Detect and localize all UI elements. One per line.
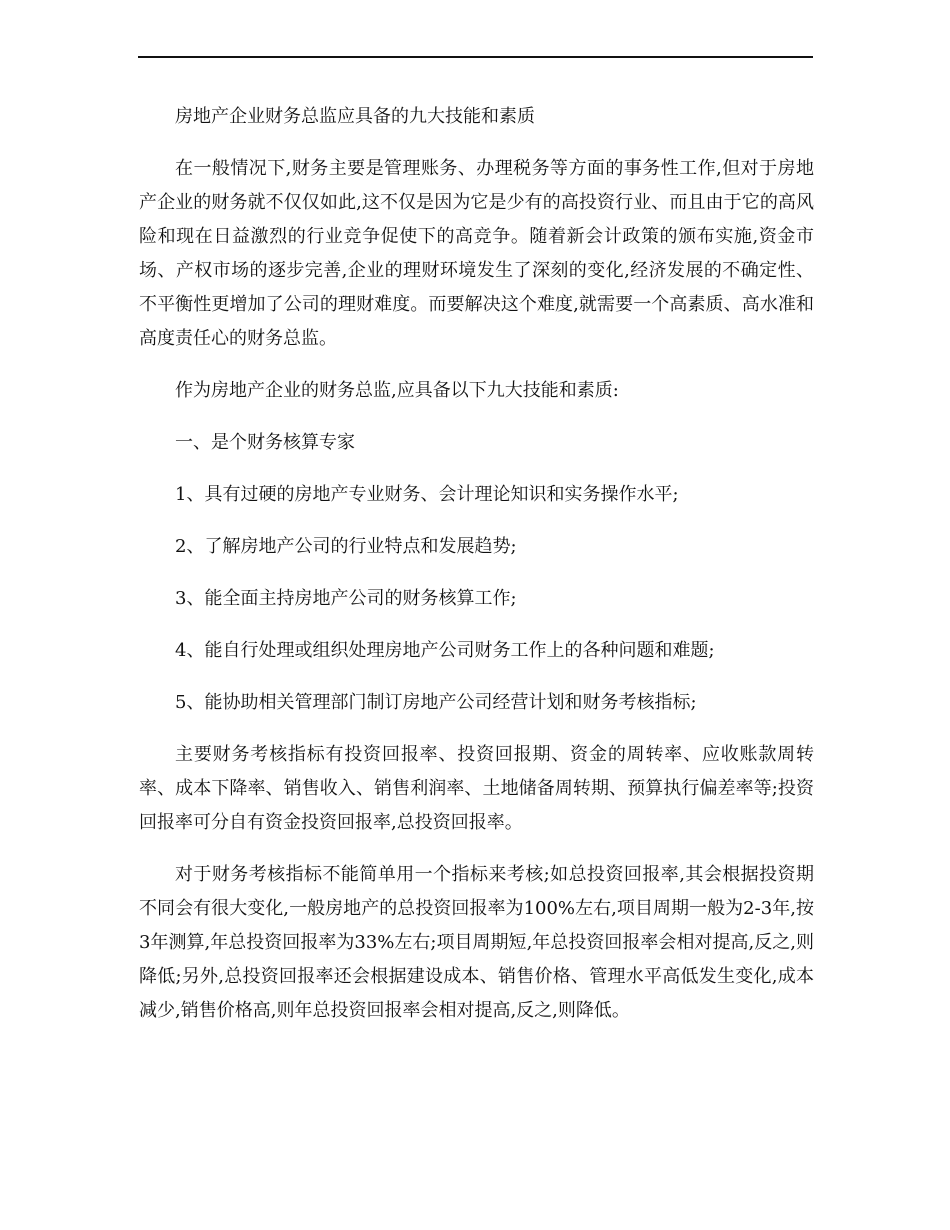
list-item-1: 1、具有过硬的房地产专业财务、会计理论知识和实务操作水平; [175,484,679,505]
list-item-4: 4、能自行处理或组织处理房地产公司财务工作上的各种问题和难题; [175,640,715,661]
intro-paragraph: 在一般情况下,财务主要是管理账务、办理税务等方面的事务性工作,但对于房地产企业的财务就不仅仅如此,这不仅是因为它是少有的高投资行业、而且由于它的高风险和现在日益激烈的行业竞争促使下的高竞争。随着新会计政策的颁布实施,资金市场、产权市场的逐步完善,企业的理财环境发生了深刻的变化,经济发展的不确定性、不平衡性更增加了公司的理财难度。而要解决这个难度,就需要一个高素质、高水准和高度责任心的财务总监。 [139,158,814,349]
list-item-5: 5、能协助相关管理部门制订房地产公司经营计划和财务考核指标; [175,692,697,713]
document-title: 房地产企业财务总监应具备的九大技能和素质 [175,106,535,127]
document-body [139,100,814,1028]
analysis-paragraph: 对于财务考核指标不能简单用一个指标来考核;如总投资回报率,其会根据投资期不同会有很大变化,一般房地产的总投资回报率为100%左右,项目周期一般为2-3年,按3年测算,年总投资回报率为33%左右;项目周期短,年总投资回报率会相对提高,反之,则降低;另外,总投资回报率还会根据建设成本、销售价格、管理水平高低发生变化,成本减少,销售价格高,则年总投资回报率会相对提高,反之,则降低。 [139,864,814,1021]
list-item-2: 2、了解房地产公司的行业特点和发展趋势; [175,536,517,557]
skills-lead-paragraph: 作为房地产企业的财务总监,应具备以下九大技能和素质: [175,380,619,401]
section-heading-1: 一、是个财务核算专家 [175,432,355,453]
indicators-paragraph: 主要财务考核指标有投资回报率、投资回报期、资金的周转率、应收账款周转率、成本下降率、销售收入、销售利润率、土地储备周转期、预算执行偏差率等;投资回报率可分自有资金投资回报率,总投资回报率。 [139,744,814,833]
header-rule [138,56,813,58]
list-item-3: 3、能全面主持房地产公司的财务核算工作; [175,588,517,609]
